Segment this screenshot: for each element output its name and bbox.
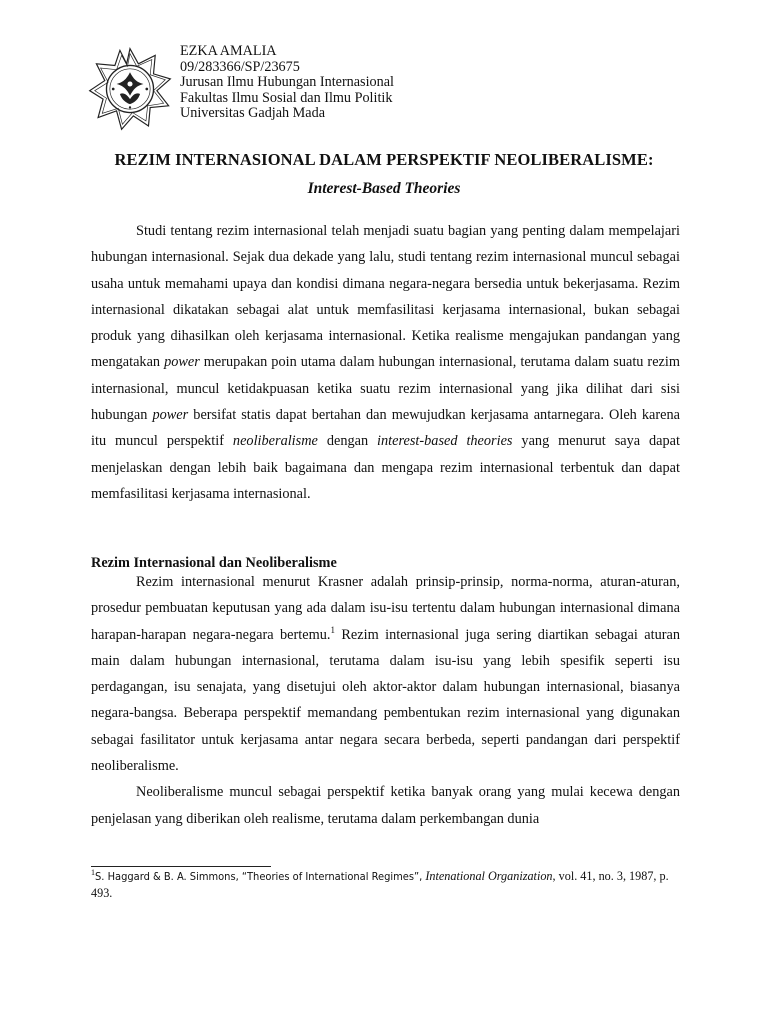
footnote-divider — [91, 866, 271, 867]
faculty: Fakultas Ilmu Sosial dan Ilmu Politik — [180, 89, 393, 106]
footnote-authors: S. Haggard & B. A. Simmons, “Theories of International Regimes”, — [95, 870, 423, 883]
intro-emphasis-1: power — [164, 354, 200, 371]
section-paragraph-2: Neoliberalisme muncul sebagai perspektif ketika banyak orang yang mulai kecewa dengan penjelasan yang diberikan oleh realisme, terutama dalam perkembangan dunia — [91, 784, 680, 827]
intro-emphasis-2: power — [152, 407, 189, 424]
university: Universitas Gadjah Mada — [180, 105, 325, 122]
intro-paragraph — [91, 218, 680, 507]
section-body — [91, 569, 680, 832]
section-paragraph-1 — [91, 569, 680, 779]
intro-text-4: dengan — [317, 433, 378, 450]
intro-emphasis-3: neoliberalisme — [232, 433, 318, 450]
footnote-number: 1 — [91, 867, 95, 877]
footnote-journal: Intenational Organization — [425, 869, 553, 883]
paper-title: REZIM INTERNASIONAL DALAM PERSPEKTIF NEOLIBERALISME: — [114, 150, 654, 169]
intro-text-5: yang menurut saya dapat menjelaskan dengan lebih baik bagaimana dan mengapa rezim internasional terbentuk dan dapat memfasilitasi kerjasama internasional. — [91, 433, 680, 502]
section-paragraph-1-text-b: Rezim internasional juga sering diartikan sebagai aturan main dalam hubungan internasional, terutama dalam isu-isu yang lebih spesifik seperti isu perdagangan, isu senajata, yang disetujui oleh aktor-aktor dalam hubungan internasional, biasanya negara-bangsa. Beberapa perspektif memandang pembentukan rezim internasional yang digunakan sebagai fasilitator untuk kerjasama antar negara secara berbeda, seperti pandangan dari perspektif neoliberalisme. — [91, 626, 680, 775]
intro-text-2: merupakan poin utama dalam hubungan internasional, terutama dalam suatu rezim internasional, muncul ketidakpuasan ketika suatu rezim internasional yang jika dilihat dari sisi hubungan — [91, 354, 680, 424]
footnote — [91, 868, 680, 902]
intro-emphasis-4: interest-based theories — [377, 433, 513, 450]
department: Jurusan Ilmu Hubungan Internasional — [180, 74, 394, 91]
paper-subtitle: Interest-Based Theories — [307, 180, 461, 197]
ugm-seal-icon — [88, 47, 172, 131]
intro-text-3: bersifat statis dapat bertahan dan mewujudkan kerjasama antarnegara. Oleh karena itu muncul perspektif — [91, 407, 680, 450]
intro-text-1: Studi tentang rezim internasional telah menjadi suatu bagian yang penting dalam mempelajari hubungan internasional. Sejak dua dekade yang lalu, studi tentang rezim internasional muncul sebagai usaha untuk memahami upaya dan kondisi dimana negara-negara bersedia untuk bekerjasama. Rezim internasional dikatakan sebagai alat untuk memfasilitasi kerjasama internasional, bukan sebagai produk yang dihasilkan oleh kerjasama internasional. Ketika realisme mengajukan pandangan yang mengatakan — [91, 223, 680, 371]
author-info — [180, 44, 394, 122]
section-paragraph-1-text-a: Rezim internasional menurut Krasner adalah prinsip-prinsip, norma-norma, aturan-aturan, prosedur pembuatan keputusan yang ada dalam isu-isu tertentu dalam hubungan internasional dimana harapan-harapan negara-negara bertemu. — [91, 574, 680, 643]
footnote-reference[interactable]: 1 — [330, 624, 335, 635]
section-heading: Rezim Internasional dan Neoliberalisme — [91, 555, 337, 571]
footnote-details: , vol. 41, no. 3, 1987, p. 493. — [91, 869, 669, 900]
author-name: EZKA AMALIA — [180, 43, 277, 59]
student-id: 09/283366/SP/23675 — [180, 58, 300, 75]
